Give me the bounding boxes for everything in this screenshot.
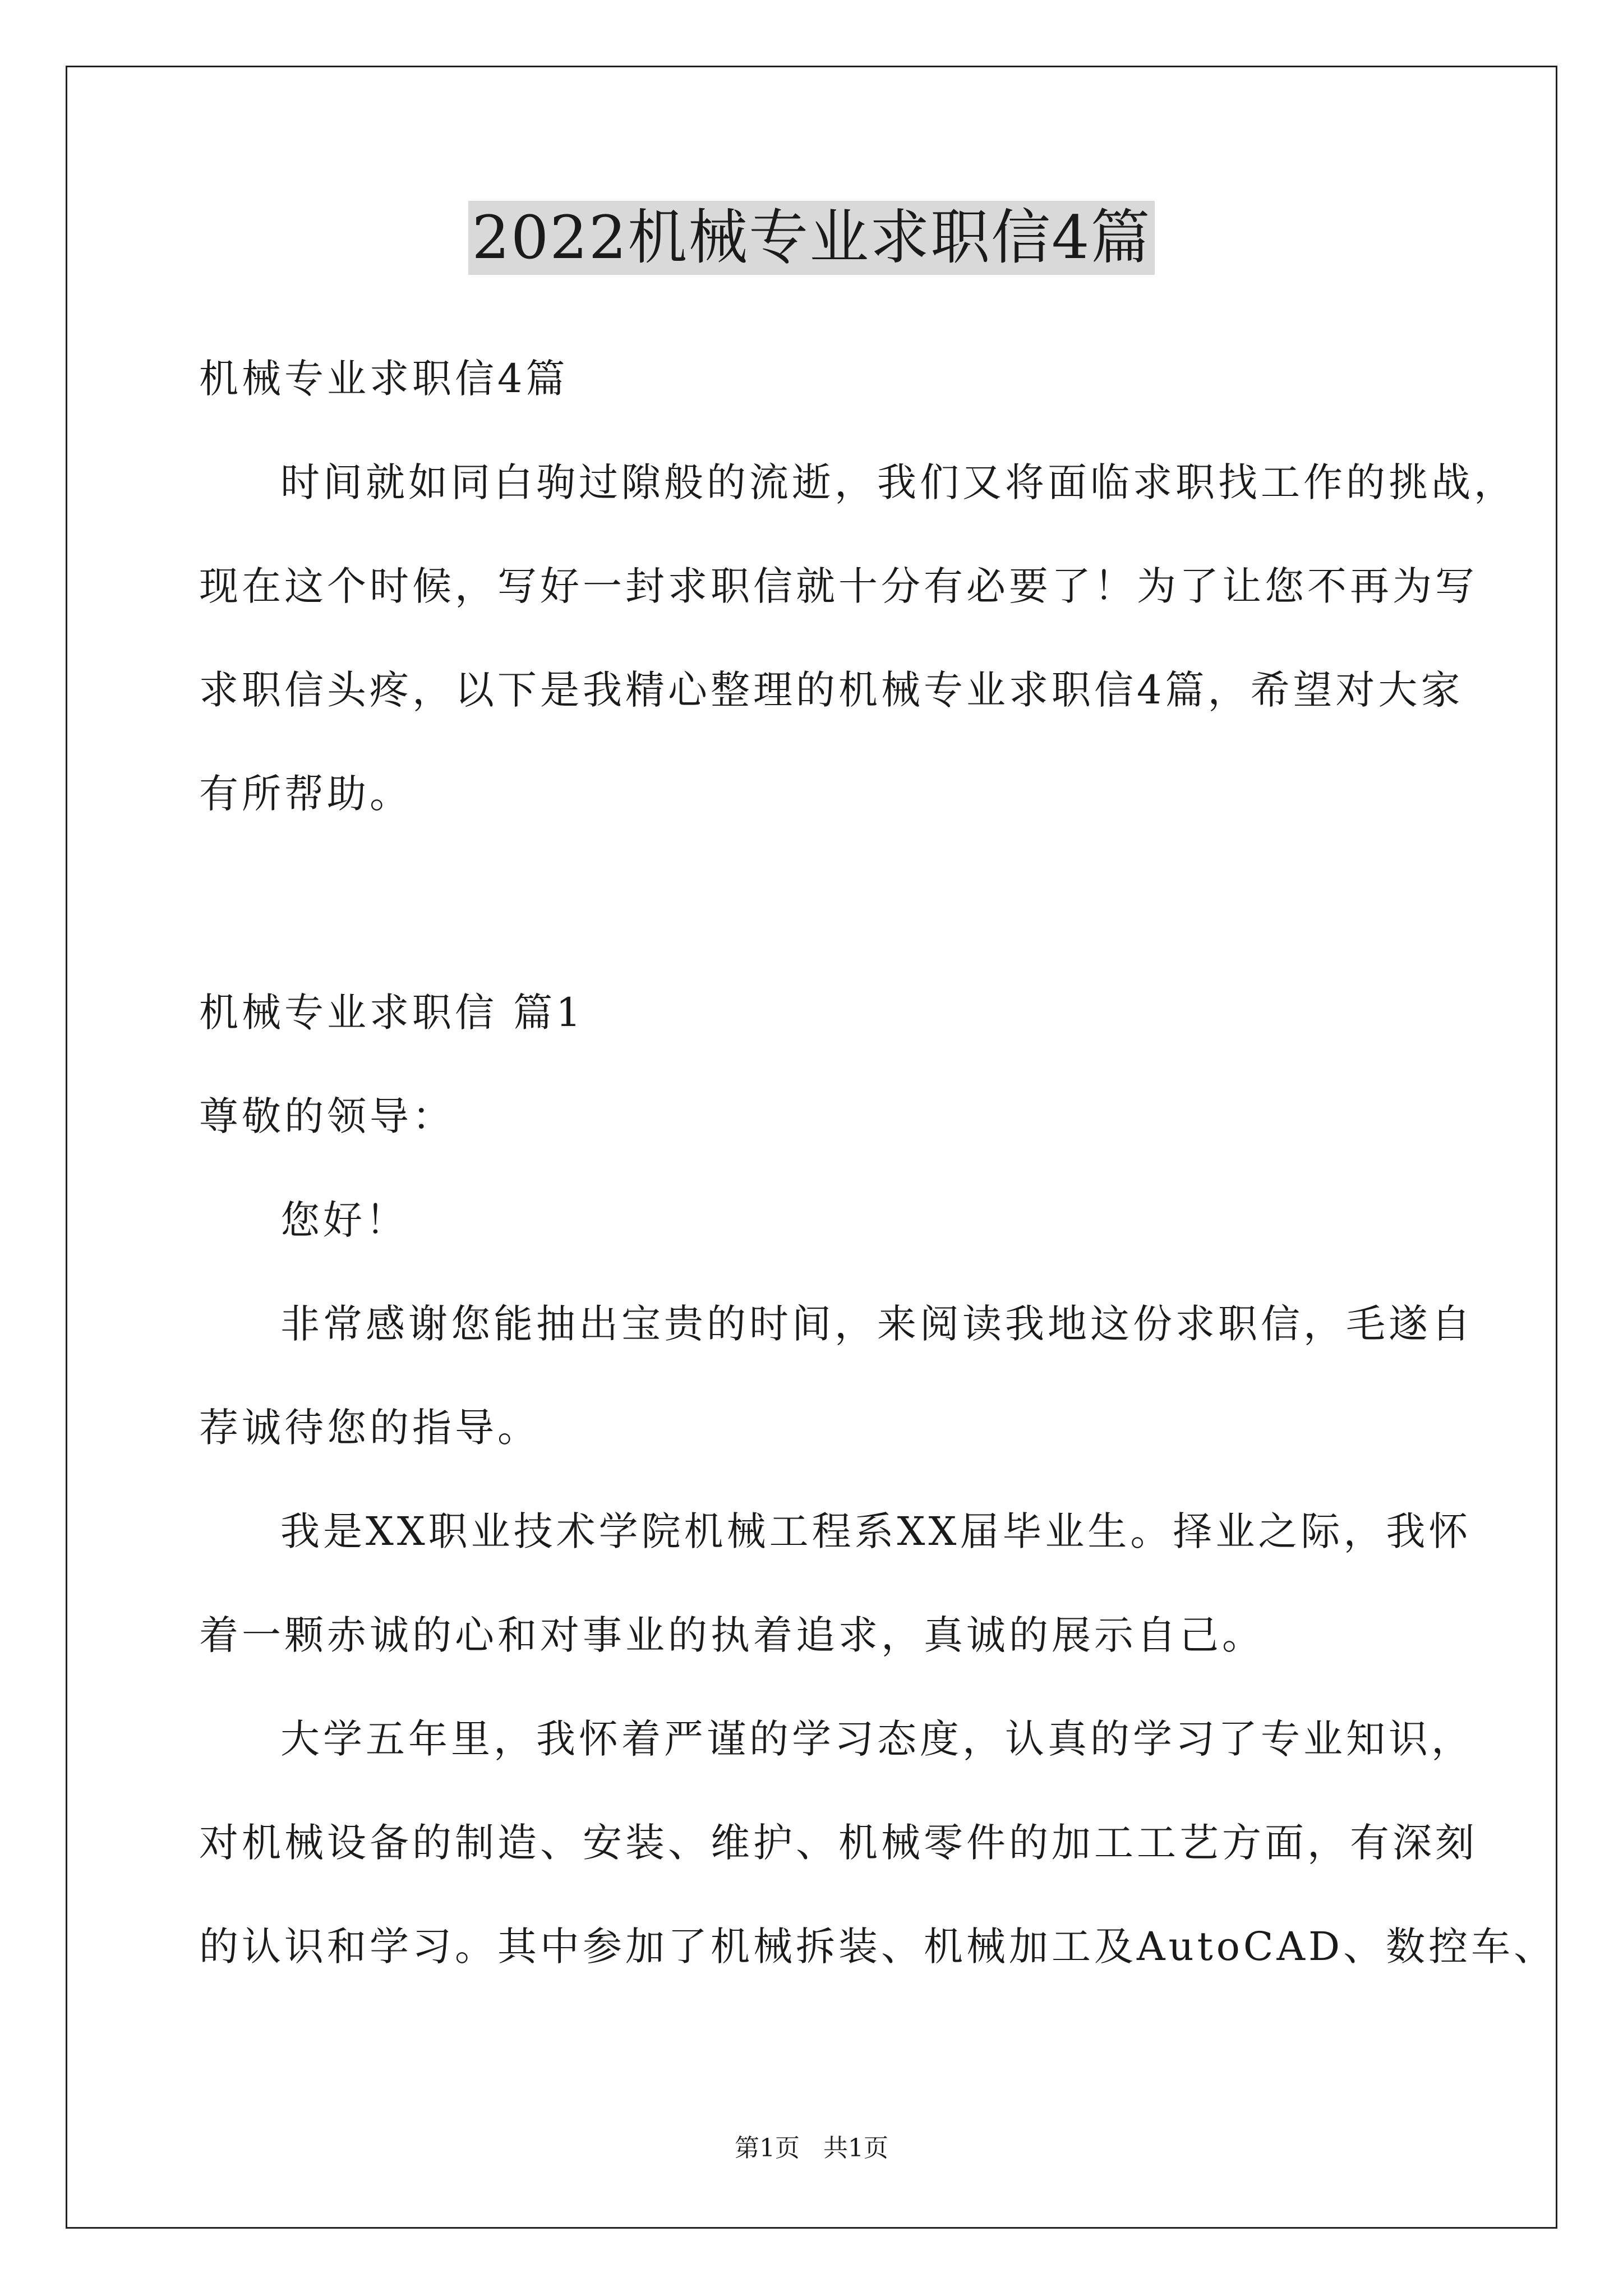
section-heading: 机械专业求职信 篇1 xyxy=(199,990,584,1036)
document-title: 2022机械专业求职信4篇 xyxy=(468,201,1154,275)
paragraph-line: 非常感谢您能抽出宝贵的时间，来阅读我地这份求职信，毛遂自 xyxy=(280,1301,1474,1347)
paragraph-line: 求职信头疼，以下是我精心整理的机械专业求职信4篇，希望对大家 xyxy=(199,667,1464,713)
salutation: 尊敬的领导： xyxy=(199,1093,455,1139)
paragraph-line: 时间就如同白驹过隙般的流逝，我们又将面临求职找工作的挑战， xyxy=(280,459,1516,505)
subtitle-line: 机械专业求职信4篇 xyxy=(199,356,569,402)
paragraph-line: 现在这个时候，写好一封求职信就十分有必要了！为了让您不再为写 xyxy=(199,563,1478,609)
paragraph-line: 着一颗赤诚的心和对事业的执着追求，真诚的展示自己。 xyxy=(199,1612,1265,1658)
paragraph-line: 荐诚待您的指导。 xyxy=(199,1405,540,1451)
paragraph-line: 我是XX职业技术学院机械工程系XX届毕业生。择业之际，我怀 xyxy=(280,1508,1472,1554)
paragraph-line: 对机械设备的制造、安装、维护、机械零件的加工工艺方面，有深刻 xyxy=(199,1820,1478,1866)
paragraph-line: 的认识和学习。其中参加了机械拆装、机械加工及AutoCAD、数控车、 xyxy=(199,1924,1557,1970)
greeting: 您好！ xyxy=(280,1197,408,1243)
title-container xyxy=(0,201,1623,275)
paragraph-line: 大学五年里，我怀着严谨的学习态度，认真的学习了专业知识， xyxy=(280,1716,1474,1762)
paragraph-line: 有所帮助。 xyxy=(199,771,412,817)
page-footer: 第1页 共1页 xyxy=(735,2134,888,2162)
